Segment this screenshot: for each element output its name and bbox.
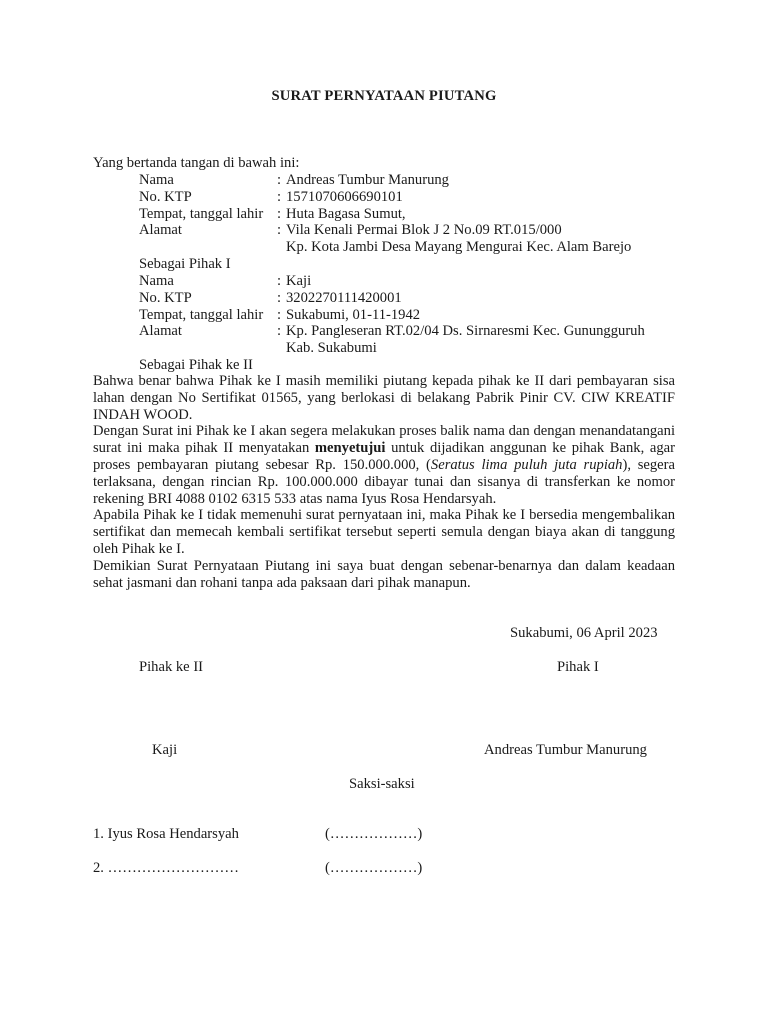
party2-ktp-row [139,290,645,307]
party2-details [139,273,645,374]
party2-name: Kaji [286,273,312,289]
colon: : [277,289,282,306]
party1-name-label: Nama [139,172,174,188]
party1-address-label: Alamat [139,222,182,239]
party2-ttl-label: Tempat, tanggal lahir [139,306,264,323]
party2-ktp: 3202270111420001 [286,289,402,306]
paragraph-closing: Demikian Surat Pernyataan Piutang ini saya buat dengan sebenar-benarnya dan dalam keadaan sehat jasmani dan rohani tanpa ada paksaan dari pihak manapun. [93,557,675,591]
witness-2-signature: (………………) [325,860,423,876]
witness-1-signature: (………………) [325,826,423,842]
party1-ktp-label: No. KTP [139,188,192,205]
party1-ttl-label: Tempat, tanggal lahir [139,205,264,222]
witness-2-name: 2. ……………………… [93,860,239,876]
party1-ttl: Huta Bagasa Sumut, [286,205,406,222]
colon: : [277,205,282,222]
paragraph-agreement-part1: Dengan Surat ini Pihak ke I akan segera melakukan proses balik nama dan dengan menandatangani surat ini maka pihak II menyatakan [93,423,675,457]
colon: : [277,323,282,340]
party1-address-row2 [139,239,631,256]
document-title: SURAT PERNYATAAN PIUTANG [271,88,497,104]
signature-name-party2: Kaji [152,742,178,758]
party2-ktp-label: No. KTP [139,289,192,306]
paragraph-agreement-bold: menyetujui [314,440,386,457]
party2-address-label: Alamat [139,323,182,340]
party2-ttl-row [139,307,645,324]
party1-ktp: 1571070606690101 [286,188,403,205]
party1-name-row [139,172,631,189]
party2-address-line1: Kp. Pangleseran RT.02/04 Ds. Sirnaresmi Kec. Gunungguruh [286,323,645,340]
signature-label-party1: Pihak I [557,659,599,675]
signature-name-party1: Andreas Tumbur Manurung [484,742,647,758]
party2-name-label: Nama [139,273,174,289]
paragraph-agreement [93,423,675,507]
party1-address-row [139,222,631,239]
colon: : [277,188,282,205]
paragraph-agreement-part3: ), segera terlaksana, dengan rincian Rp. 100.000.000 dibayar tunai dan sisanya di transferkan ke nomor rekening BRI 4088 0102 6315 533 atas nama Iyus Rosa Hendarsyah. [93,456,676,507]
party2-ttl: Sukabumi, 01-11-1942 [286,306,421,323]
party1-ktp-row [139,189,631,206]
paragraph-agreement-part2: untuk dijadikan anggunan ke pihak Bank, agar proses pembayaran piutang sebesar Rp. 150.000.000, ( [93,440,675,473]
party1-role-row [139,256,631,273]
colon: : [277,172,282,188]
party2-address-row2 [139,340,645,357]
party1-details [139,172,631,273]
party1-address-line1: Vila Kenali Permai Blok J 2 No.09 RT.015/000 [286,222,562,239]
paragraph-obligation: Apabila Pihak ke I tidak memenuhi surat pernyataan ini, maka Pihak ke I bersedia mengembalikan sertifikat dan memecah kembali sertifikat tersebut seperti semula dengan biaya akan di tanggung oleh Pihak ke I. [93,507,675,557]
colon: : [277,306,282,323]
party1-address-line2: Kp. Kota Jambi Desa Mayang Mengurai Kec. Alam Barejo [286,239,632,256]
party2-role: Sebagai Pihak ke II [139,356,253,373]
party1-role: Sebagai Pihak I [139,255,231,272]
witness-title: Saksi-saksi [349,776,415,792]
party1-ttl-row [139,206,631,223]
colon: : [277,222,282,239]
party2-address-line2: Kab. Sukabumi [286,340,377,357]
paragraph-agreement-italic: Seratus lima puluh juta rupiah [430,456,623,473]
party2-role-row [139,357,645,374]
place-date: Sukabumi, 06 April 2023 [510,625,658,641]
statement-body [93,373,675,591]
signature-label-party2: Pihak ke II [139,659,204,675]
witness-1-name: 1. Iyus Rosa Hendarsyah [93,826,239,842]
party2-address-row [139,323,645,340]
intro-text: Yang bertanda tangan di bawah ini: [93,155,300,171]
colon: : [277,273,282,289]
party1-name: Andreas Tumbur Manurung [286,172,449,188]
paragraph-debt-statement: Bahwa benar bahwa Pihak ke I masih memiliki piutang kepada pihak ke II dari pembayaran sisa lahan dengan No Sertifikat 01565, yang berlokasi di belakang Pabrik Pinir CV. CIW KREATIF INDAH WOOD. [93,373,675,423]
party2-name-row [139,273,645,290]
